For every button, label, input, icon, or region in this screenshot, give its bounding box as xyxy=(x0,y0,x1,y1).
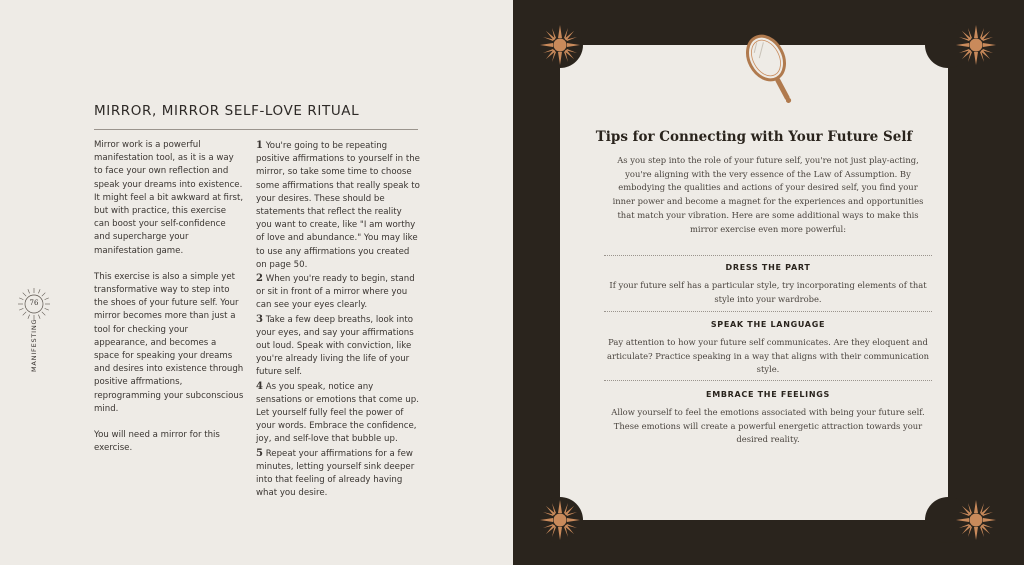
intro-paragraph: Mirror work is a powerful manifestation tool, as it is a way to face your own reflection and speak your dreams into existence. It might feel a bit awkward at first, but with practice, this exercise can boost your self-confidence and supercharge your manifestation game. xyxy=(94,140,244,256)
steps-column xyxy=(256,139,420,500)
step-text: When you're ready to begin, stand or sit in front of a mirror where you can see your eyes clearly. xyxy=(256,274,415,311)
step-item xyxy=(256,272,420,313)
step-item xyxy=(256,380,420,447)
step-number: 4 xyxy=(256,380,263,392)
tips-title: Tips for Connecting with Your Future Self xyxy=(595,129,913,145)
step-text: As you speak, notice any sensations or emotions that come up. Let yourself fully feel the power of your words. Embrace the confidence, joy, and self-love that bubble up. xyxy=(256,381,419,445)
sun-icon xyxy=(955,24,997,66)
tip-section xyxy=(600,320,936,377)
tip-section xyxy=(600,390,936,447)
intro-column xyxy=(94,139,244,468)
tip-heading: SPEAK THE LANGUAGE xyxy=(710,320,826,329)
page-number: 76 xyxy=(29,299,39,307)
section-label: MANIFESTING xyxy=(30,318,38,372)
section-divider xyxy=(604,255,932,256)
title-divider xyxy=(94,129,418,130)
step-text: Repeat your affirmations for a few minutes, letting yourself sink deeper into that feeling of already having what you desire. xyxy=(256,448,415,499)
step-item xyxy=(256,313,420,380)
tip-body: Pay attention to how your future self communicates. Are they eloquent and articulate? Practice speaking in a way that aligns with their communication style. xyxy=(606,337,930,375)
tip-heading: DRESS THE PART xyxy=(725,263,811,272)
step-number: 3 xyxy=(256,313,263,325)
step-text: You're going to be repeating positive affirmations to yourself in the mirror, so take some time to choose some affirmations that really speak to your desires. These should be statements that reflect the reality you want to create, like "I am worthy of love and abundance." You may like to use any affirmations you created on page 50. xyxy=(256,141,420,270)
hand-mirror-illustration xyxy=(738,28,802,112)
step-item xyxy=(256,447,420,501)
tip-body: If your future self has a particular style, try incorporating elements of that style into your wardrobe. xyxy=(609,280,927,304)
intro-paragraph: You will need a mirror for this exercise. xyxy=(94,430,220,454)
sun-icon xyxy=(539,24,581,66)
step-text: Take a few deep breaths, look into your eyes, and say your affirmations out loud. Speak with conviction, like you're already living the life of your future self. xyxy=(256,314,414,378)
intro-paragraph: This exercise is also a simple yet transformative way to step into the shoes of your future self. Your mirror becomes more than just a tool for checking your appearance, and becomes a space for speaking your dreams and desires into existence through positive affrmations, reprogramming your subconscious mind. xyxy=(94,271,244,414)
step-item xyxy=(256,139,420,272)
step-number: 2 xyxy=(256,273,263,285)
tips-intro: As you step into the role of your future self, you're not just play-acting, you're aligning with the very essence of the Law of Assumption. By embodying the qualities and actions of your desired self, you find your inner power and become a magnet for the experiences and opportunities that match your vibration. Here are some additional ways to make this mirror exercise even more powerful: xyxy=(612,155,924,234)
tip-body: Allow yourself to feel the emotions associated with being your future self. These emotions will create a powerful energetic attraction towards your desired reality. xyxy=(611,407,925,445)
tip-heading: EMBRACE THE FEELINGS xyxy=(706,390,830,399)
tip-section xyxy=(600,263,936,306)
section-divider xyxy=(604,311,932,312)
step-number: 1 xyxy=(256,140,263,151)
sun-icon xyxy=(539,499,581,541)
step-number: 5 xyxy=(256,447,263,459)
page-title: MIRROR, MIRROR SELF-LOVE RITUAL xyxy=(94,103,360,119)
sun-icon xyxy=(955,499,997,541)
section-divider xyxy=(604,380,932,381)
sunburst-page-badge xyxy=(17,287,51,321)
